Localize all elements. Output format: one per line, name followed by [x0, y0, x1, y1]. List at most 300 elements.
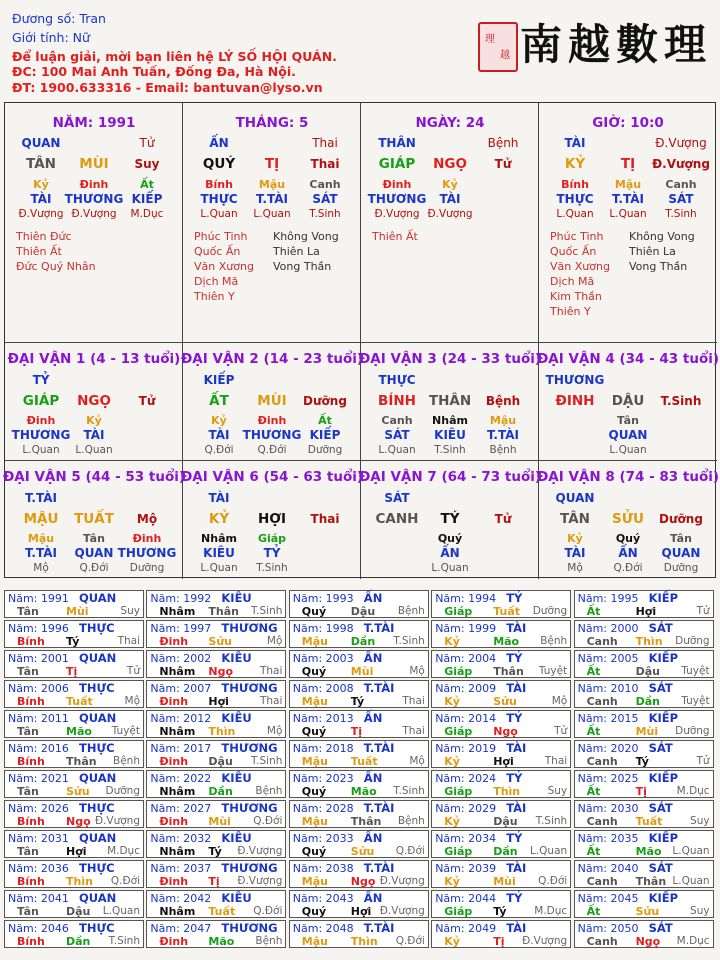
year-stem: Ất	[586, 905, 601, 918]
year-branch: Dậu	[66, 905, 91, 918]
hidden-god: QUAN	[608, 428, 648, 442]
year-god: KIÊU	[221, 771, 252, 785]
year-label: Năm: 1995	[577, 592, 639, 605]
year-state: Đ.Vượng	[237, 845, 283, 857]
year-branch: Thìn	[208, 725, 236, 738]
dai-van-cell	[5, 343, 183, 461]
hidden-state: L.Quan	[200, 208, 238, 220]
year-cell	[289, 860, 429, 888]
year-god: KIẾP	[648, 591, 679, 605]
pillar-stem-god: TÀI	[564, 136, 586, 150]
hidden-state: Bệnh	[489, 444, 517, 456]
year-label: Năm: 1999	[435, 622, 497, 635]
year-stem: Tân	[17, 665, 39, 678]
year-state: M.Dục	[107, 845, 140, 857]
year-cell	[146, 770, 286, 798]
year-branch: Thân	[635, 875, 667, 888]
dai-van-main: HỢI	[257, 511, 287, 527]
year-label: Năm: 2002	[150, 652, 212, 665]
year-state: Q.Đới	[253, 905, 283, 917]
year-label: Năm: 2040	[577, 862, 639, 875]
star-item: Vong Thần	[273, 260, 332, 273]
year-stem: Đinh	[159, 695, 189, 708]
year-state: Q.Đới	[538, 875, 568, 887]
year-god: THƯƠNG	[221, 861, 278, 875]
hidden-god: TỶ	[263, 546, 281, 560]
hidden-god: THƯƠNG	[367, 192, 427, 206]
year-god: THỰC	[79, 681, 115, 695]
hidden-god: THƯƠNG	[11, 428, 71, 442]
year-state: Dưỡng	[675, 635, 710, 647]
year-god: QUAN	[79, 651, 117, 665]
year-state: Bệnh	[255, 935, 283, 947]
year-stem: Ất	[586, 665, 601, 678]
star-item: Đức Quý Nhân	[16, 260, 96, 273]
year-branch: Ngọ	[635, 935, 661, 948]
dai-van-main: Tử	[494, 512, 512, 526]
year-state: Suy	[690, 815, 710, 827]
hidden-state: L.Quan	[75, 444, 113, 456]
year-stem: Ất	[586, 725, 601, 738]
year-cell	[4, 620, 144, 648]
hidden-god: T.TÀI	[256, 192, 288, 206]
dai-van-title: ĐẠI VẬN 4 (34 - 43 tuổi)	[536, 351, 720, 367]
star-item: Dịch Mã	[194, 275, 239, 288]
year-state: Mộ	[409, 755, 425, 767]
star-item: Vong Thần	[629, 260, 688, 273]
year-cell	[289, 620, 429, 648]
year-cell	[4, 710, 144, 738]
hidden-god: T.TÀI	[612, 192, 644, 206]
year-branch: Tị	[493, 935, 505, 948]
year-state: Thai	[402, 725, 425, 737]
year-stem: Giáp	[444, 905, 473, 918]
year-god: T.TÀI	[363, 681, 395, 695]
year-label: Năm: 2004	[435, 652, 497, 665]
year-cell	[431, 620, 571, 648]
year-state: Đ.Vượng	[94, 815, 140, 827]
year-branch: Dần	[635, 695, 660, 708]
year-cell	[4, 650, 144, 678]
year-label: Năm: 2038	[292, 862, 354, 875]
hidden-stem: Đinh	[257, 414, 287, 427]
year-label: Năm: 2049	[435, 922, 497, 935]
hidden-god: KIẾP	[131, 192, 163, 206]
year-cell	[574, 710, 714, 738]
year-state: Tử	[696, 755, 710, 767]
logo	[478, 8, 714, 74]
year-cell	[431, 830, 571, 858]
year-state: Thai	[117, 635, 140, 647]
year-label: Năm: 2021	[8, 772, 69, 785]
year-god: SÁT	[648, 741, 673, 755]
year-state: Thai	[259, 665, 283, 677]
year-state: Tử	[696, 605, 710, 617]
year-branch: Tý	[208, 845, 222, 858]
pillar-title: NĂM: 1991	[52, 115, 136, 131]
dai-van-main: Dưỡng	[303, 394, 347, 408]
year-branch: Tuất	[493, 605, 520, 618]
year-cell	[146, 890, 286, 918]
dai-van-god: TÀI	[208, 491, 230, 505]
dai-van-god: SÁT	[384, 491, 410, 505]
dai-van-main: THÂN	[428, 393, 472, 409]
hidden-state: Q.Đới	[613, 562, 643, 574]
pillar-main: NGỌ	[433, 156, 467, 172]
dai-van-main: MẬU	[23, 511, 59, 527]
year-stem: Giáp	[444, 605, 473, 618]
dai-van-main: Dưỡng	[659, 512, 703, 526]
year-god: SÁT	[648, 861, 673, 875]
year-stem: Quý	[301, 605, 327, 618]
dai-van-god: THỰC	[378, 373, 416, 387]
year-branch: Mão	[66, 725, 92, 738]
year-label: Năm: 1994	[435, 592, 497, 605]
hidden-god: SÁT	[668, 192, 694, 206]
hidden-stem: Ất	[140, 178, 154, 191]
year-god: TÀI	[506, 681, 527, 695]
hidden-state: L.Quan	[609, 208, 647, 220]
year-branch: Dần	[350, 635, 376, 648]
hidden-stem: Kỷ	[86, 414, 102, 427]
year-cell	[146, 860, 286, 888]
hidden-stem: Đinh	[382, 178, 412, 191]
annual-grid	[4, 590, 716, 954]
year-branch: Tị	[635, 785, 647, 798]
hidden-state: Q.Đới	[79, 562, 109, 574]
dai-van-main: Bệnh	[485, 394, 521, 408]
year-stem: Mậu	[301, 875, 328, 888]
dai-van-god: T.TÀI	[25, 491, 57, 505]
year-stem: Tân	[17, 905, 39, 918]
year-stem: Mậu	[301, 815, 328, 828]
year-stem: Kỷ	[444, 755, 460, 768]
dai-van-main: SỬU	[612, 511, 644, 527]
year-god: THỰC	[79, 921, 115, 935]
hidden-state: L.Quan	[556, 208, 594, 220]
pillar-cell	[361, 103, 539, 343]
dai-van-main: TUẤT	[74, 511, 114, 527]
year-cell	[146, 830, 286, 858]
year-stem: Mậu	[301, 635, 328, 648]
hidden-god: QUAN	[74, 546, 114, 560]
year-branch: Ngọ	[66, 815, 91, 828]
year-god: T.TÀI	[363, 621, 395, 635]
year-god: THỰC	[79, 861, 115, 875]
year-stem: Tân	[17, 785, 39, 798]
logo-char: 越	[568, 20, 611, 69]
year-state: Mộ	[409, 665, 425, 677]
hidden-god: T.TÀI	[487, 428, 519, 442]
hidden-state: M.Dục	[130, 208, 164, 220]
header	[0, 0, 720, 100]
year-god: KIẾP	[648, 891, 679, 905]
year-cell	[146, 590, 286, 618]
year-cell	[431, 860, 571, 888]
hidden-state: Đ.Vượng	[71, 208, 117, 220]
year-branch: Mùi	[493, 875, 516, 888]
year-state: Q.Đới	[395, 935, 425, 947]
year-god: ẤN	[363, 771, 383, 785]
year-god: SÁT	[648, 921, 673, 935]
gender: Giới tính: Nữ	[12, 30, 90, 45]
year-label: Năm: 2009	[435, 682, 497, 695]
year-label: Năm: 2047	[150, 922, 212, 935]
year-label: Năm: 2005	[577, 652, 639, 665]
year-stem: Mậu	[301, 695, 328, 708]
year-cell	[289, 680, 429, 708]
pillar-main: QUÝ	[202, 156, 236, 172]
year-god: THỰC	[79, 741, 115, 755]
year-branch: Thân	[350, 815, 382, 828]
hidden-state: Dưỡng	[307, 444, 343, 456]
dai-van-title: ĐẠI VẬN 1 (4 - 13 tuổi)	[7, 351, 181, 367]
year-label: Năm: 2007	[150, 682, 212, 695]
year-stem: Giáp	[444, 725, 473, 738]
year-god: TỶ	[506, 891, 523, 905]
pillar-main: Suy	[134, 157, 160, 171]
hidden-stem: Đinh	[79, 178, 109, 191]
year-cell	[431, 740, 571, 768]
pillar-stem-state: Thai	[312, 136, 338, 150]
year-cell	[574, 650, 714, 678]
hidden-state: L.Quan	[253, 208, 291, 220]
year-state: Thai	[544, 755, 568, 767]
hidden-stem: Bính	[205, 178, 233, 191]
hidden-god: KIẾP	[309, 428, 341, 442]
year-god: KIẾP	[648, 831, 679, 845]
year-state: Suy	[120, 605, 140, 617]
star-item: Văn Xương	[194, 260, 254, 273]
dai-van-god: TỶ	[32, 373, 50, 387]
year-cell	[431, 890, 571, 918]
year-branch: Hợi	[66, 845, 87, 858]
year-state: Thai	[402, 695, 425, 707]
hidden-god: QUAN	[661, 546, 701, 560]
year-cell	[431, 680, 571, 708]
year-god: TỶ	[506, 711, 523, 725]
year-god: THỰC	[79, 621, 115, 635]
dai-van-main: ĐINH	[555, 393, 595, 409]
year-label: Năm: 2015	[577, 712, 639, 725]
year-god: SÁT	[648, 621, 673, 635]
year-state: Bệnh	[540, 635, 568, 647]
year-branch: Dậu	[493, 815, 518, 828]
year-label: Năm: 2012	[150, 712, 212, 725]
year-cell	[431, 710, 571, 738]
year-branch: Thìn	[66, 875, 93, 888]
year-state: Đ.Vượng	[379, 905, 425, 917]
dai-van-main: KỶ	[208, 511, 230, 527]
hidden-stem: Kỷ	[33, 178, 49, 191]
year-cell	[289, 650, 429, 678]
year-stem: Quý	[301, 845, 327, 858]
hidden-god: TÀI	[208, 428, 230, 442]
year-label: Năm: 2050	[577, 922, 639, 935]
star-item: Không Vong	[629, 230, 695, 243]
year-cell	[4, 590, 144, 618]
year-god: TÀI	[506, 861, 527, 875]
year-branch: Sửu	[493, 695, 517, 708]
hidden-state: Đ.Vượng	[374, 208, 420, 220]
year-state: Tử	[126, 665, 140, 677]
dai-van-main: MÙI	[257, 393, 287, 409]
dai-van-title: ĐẠI VẬN 8 (74 - 83 tuổi)	[536, 469, 720, 485]
year-label: Năm: 2011	[8, 712, 69, 725]
hidden-god: SÁT	[384, 428, 410, 442]
dai-van-main: GIÁP	[22, 393, 60, 409]
year-label: Năm: 2014	[435, 712, 497, 725]
year-cell	[289, 770, 429, 798]
hidden-god: THỰC	[556, 192, 594, 206]
hidden-stem: Canh	[381, 414, 413, 427]
year-branch: Dần	[66, 935, 91, 948]
year-label: Năm: 2018	[292, 742, 354, 755]
year-stem: Canh	[586, 935, 618, 948]
year-branch: Tý	[635, 755, 649, 768]
year-stem: Canh	[586, 635, 618, 648]
seal-icon: 理 越	[478, 22, 518, 72]
year-cell	[431, 920, 571, 948]
year-branch: Ngọ	[208, 665, 234, 678]
year-cell	[4, 920, 144, 948]
dai-van-main: T.Sinh	[660, 394, 702, 408]
dai-van-title: ĐẠI VẬN 5 (44 - 53 tuổi)	[2, 469, 186, 485]
year-cell	[574, 920, 714, 948]
hidden-stem: Tân	[617, 414, 639, 427]
year-god: TỶ	[506, 591, 523, 605]
year-branch: Tuất	[635, 815, 663, 828]
year-label: Năm: 2043	[292, 892, 354, 905]
year-stem: Đinh	[159, 635, 189, 648]
year-branch: Dậu	[208, 755, 233, 768]
hidden-state: L.Quan	[200, 562, 238, 574]
hidden-god: T.TÀI	[25, 546, 57, 560]
year-label: Năm: 2037	[150, 862, 212, 875]
hidden-stem: Canh	[309, 178, 341, 191]
logo-char: 理	[664, 20, 707, 69]
year-state: Q.Đới	[395, 845, 425, 857]
year-stem: Đinh	[159, 875, 189, 888]
year-branch: Tị	[66, 665, 78, 678]
pillar-main: TỊ	[264, 156, 280, 172]
year-label: Năm: 1991	[8, 592, 69, 605]
year-branch: Thân	[66, 755, 97, 768]
hidden-stem: Giáp	[257, 532, 287, 545]
hidden-stem: Tân	[83, 532, 105, 545]
year-cell	[574, 740, 714, 768]
year-state: Đ.Vượng	[379, 875, 425, 887]
dai-van-title: ĐẠI VẬN 2 (14 - 23 tuổi)	[180, 351, 364, 367]
year-branch: Hợi	[208, 695, 229, 708]
year-cell	[289, 740, 429, 768]
year-god: SÁT	[648, 681, 673, 695]
year-god: ẤN	[363, 891, 383, 905]
hidden-god: THƯƠNG	[242, 428, 302, 442]
year-branch: Tuất	[208, 905, 236, 918]
year-label: Năm: 2024	[435, 772, 497, 785]
hidden-god: THƯƠNG	[117, 546, 177, 560]
star-item: Thiên La	[629, 245, 676, 258]
star-item: Quốc Ấn	[194, 245, 241, 258]
year-god: QUAN	[79, 831, 117, 845]
year-stem: Quý	[301, 665, 327, 678]
year-stem: Nhâm	[159, 665, 196, 678]
year-cell	[574, 770, 714, 798]
year-branch: Dậu	[350, 605, 376, 618]
year-stem: Bính	[17, 755, 45, 768]
hidden-state: L.Quan	[609, 444, 647, 456]
year-state: Mộ	[266, 635, 283, 647]
dai-van-main: TÝ	[440, 511, 460, 527]
pillar-main: KỶ	[564, 156, 586, 172]
year-god: KIÊU	[221, 651, 252, 665]
year-stem: Mậu	[301, 935, 328, 948]
year-stem: Kỷ	[444, 875, 460, 888]
year-branch: Thìn	[350, 935, 378, 948]
year-stem: Bính	[17, 695, 45, 708]
year-god: QUAN	[79, 771, 117, 785]
year-label: Năm: 2016	[8, 742, 69, 755]
year-stem: Canh	[586, 875, 618, 888]
pillar-main: Đ.Vượng	[652, 157, 710, 171]
year-state: T.Sinh	[108, 935, 140, 947]
year-god: TỶ	[506, 831, 523, 845]
year-stem: Kỷ	[444, 935, 460, 948]
hidden-stem: Ất	[318, 414, 332, 427]
year-stem: Quý	[301, 905, 327, 918]
hidden-stem: Nhâm	[432, 414, 468, 427]
year-branch: Ngọ	[493, 725, 518, 738]
star-item: Phúc Tinh	[194, 230, 248, 243]
year-god: TÀI	[506, 741, 527, 755]
chart-grid	[2, 102, 720, 578]
hidden-state: T.Sinh	[309, 208, 341, 220]
dai-van-cell	[358, 461, 542, 579]
year-label: Năm: 2006	[8, 682, 69, 695]
year-stem: Tân	[17, 845, 39, 858]
year-stem: Ất	[586, 785, 601, 798]
hidden-stem: Tân	[670, 532, 692, 545]
year-god: T.TÀI	[363, 921, 395, 935]
year-state: T.Sinh	[535, 815, 568, 827]
hidden-state: T.Sinh	[665, 208, 697, 220]
year-label: Năm: 2020	[577, 742, 639, 755]
year-label: Năm: 2000	[577, 622, 639, 635]
hidden-god: TÀI	[564, 546, 586, 560]
hidden-god: SÁT	[312, 192, 338, 206]
star-item: Văn Xương	[550, 260, 610, 273]
year-branch: Dậu	[635, 665, 660, 678]
year-stem: Giáp	[444, 845, 473, 858]
year-cell	[289, 710, 429, 738]
year-label: Năm: 2032	[150, 832, 212, 845]
hidden-god: ẤN	[440, 546, 460, 560]
year-state: T.Sinh	[393, 785, 425, 797]
year-label: Năm: 2003	[292, 652, 354, 665]
year-label: Năm: 2027	[150, 802, 212, 815]
year-state: M.Dục	[676, 935, 710, 947]
year-state: Đ.Vượng	[522, 935, 568, 947]
year-state: Tuyệt	[681, 695, 710, 707]
pillar-cell	[539, 103, 717, 343]
year-branch: Mùi	[208, 815, 231, 828]
pillar-main: TỊ	[620, 156, 636, 172]
dai-van-title: ĐẠI VẬN 3 (24 - 33 tuổi)	[358, 351, 542, 367]
year-cell	[4, 890, 144, 918]
pillar-main: MÙI	[79, 156, 109, 172]
dai-van-main: BÍNH	[378, 393, 416, 409]
